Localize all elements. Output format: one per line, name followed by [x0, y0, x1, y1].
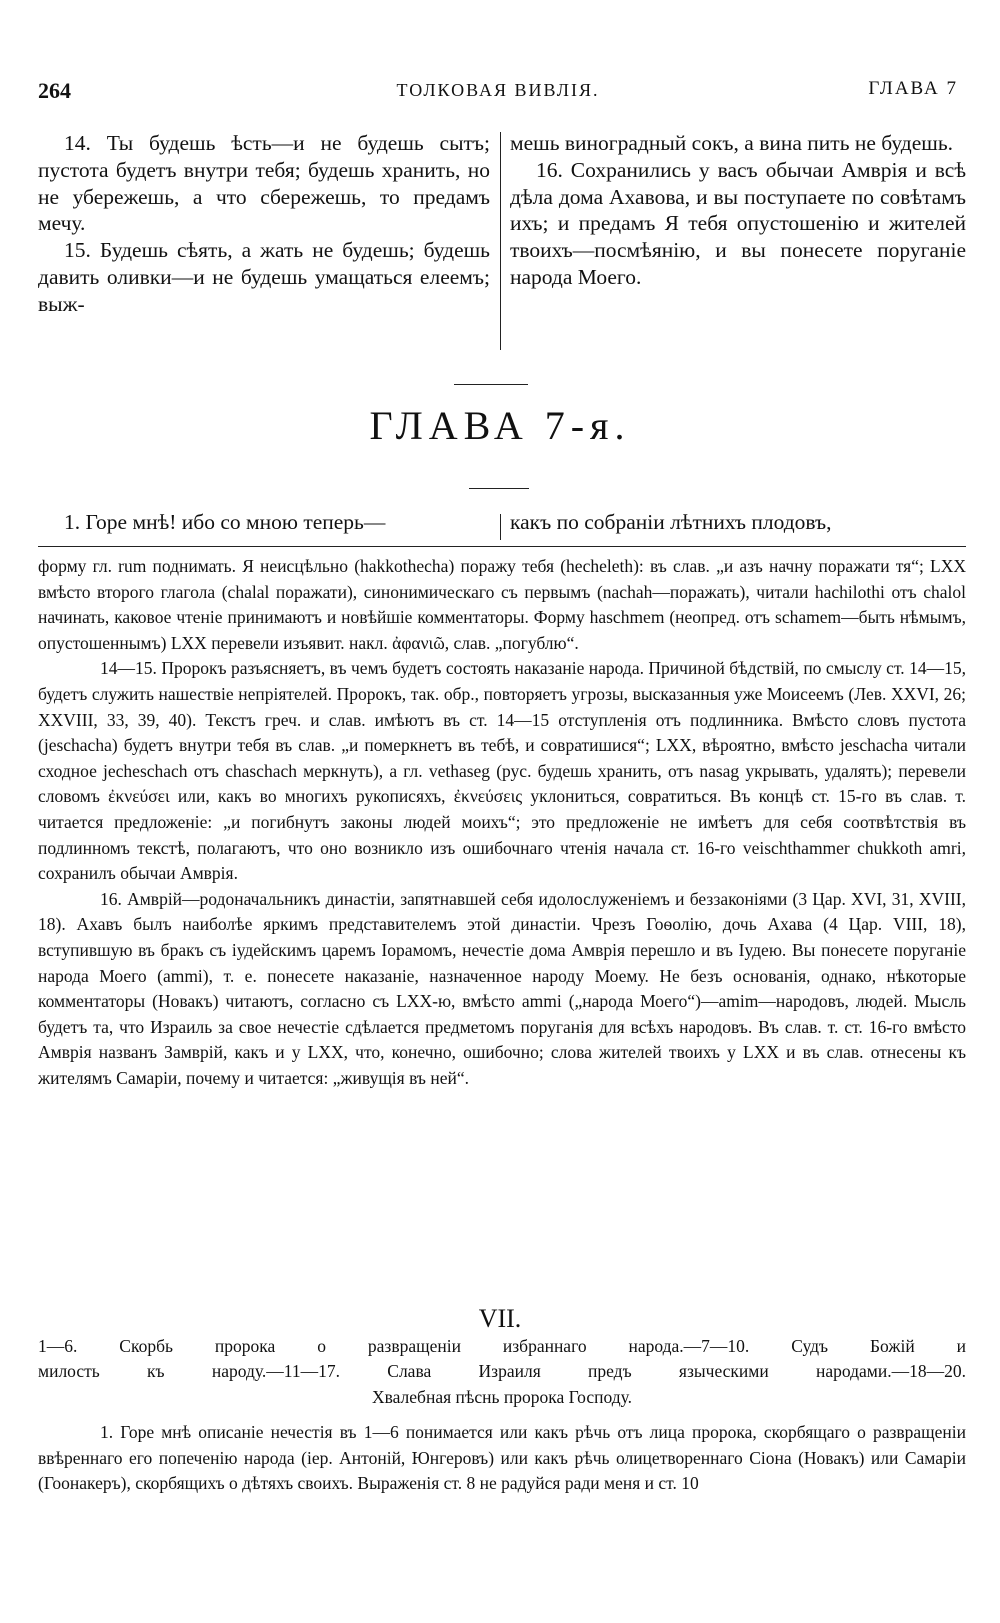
running-title: ТОЛКОВАЯ ВИВЛІЯ.: [396, 80, 600, 100]
summary-line-1: 1—6. Скорбь пророка о развращеніи избраннаго народа.—7—10. Судъ Божій и: [38, 1336, 966, 1356]
verse-1-divider: [500, 514, 501, 540]
commentary-paragraph-13: форму гл. rum поднимать. Я неисцѣльно (hakkothecha) поражу тебя (hecheleth): въ слав. „и азъ начну поражати тя“; LXX вмѣсто второго глагола (chalal поражати), синонимическаго съ первымъ (nachah—поражать), читали hachilothi отъ chalol начинать, каковое чтеніе принимаютъ и новѣйшіе комментаторы. Форму haschmem (неопред. отъ schamem—быть нѣмымъ, опустошеннымъ) LXX перевели изъявит. накл. ἀφανιῶ, слав. „погублю“.: [38, 556, 966, 653]
divider-top: [454, 384, 528, 385]
scripture-columns: [38, 130, 966, 352]
running-header: [38, 78, 958, 108]
commentary-paragraph-16: 16. Амврій—родоначальникъ династіи, запятнавшей себя идолослуженіемъ и беззаконіями (3 Цар. XVI, 31, XVIII, 18). Ахавъ былъ наиболѣе яркимъ представителемъ этой династіи. Чрезъ Гоѳолію, дочь Ахава (4 Цар. VIII, 18), вступившую въ бракъ съ іудейскимъ царемъ Іорамомъ, нечестіе дома Амврія перешло и въ Іудею. Вы понесете поруганіе народа Моего (ammi), т. е. понесете наказаніе, назначенное народу Моему. Не безъ основанія, однако, нѣкоторые комментаторы (Новакъ) читаютъ, согласно съ LXX-ю, вмѣсто ammi („народа Моего“)—amim—народовъ, людей. Мысль будетъ та, что Израиль за свое нечестіе сдѣлается предметомъ поруганія для всѣхъ народовъ. Въ слав. т. ст. 16-го вмѣсто Амврія названъ Замврій, какъ и у LXX, что, конечно, ошибочно; слова жителей твоихъ у LXX и въ слав. отнесены къ жителямъ Самаріи, почему и читается: „живущія въ ней“.: [38, 888, 966, 1088]
verse-14: 14. Ты будешь ѣсть—и не будешь сытъ; пустота будетъ внутри тебя; будешь хранить, но не убережешь, а что сбережешь, то предамъ мечу.: [38, 131, 490, 236]
summary-line-3: Хвалебная пѣснь пророка Господу.: [371, 1386, 633, 1407]
summary-line-2: милость къ народу.—11—17. Слава Израиля предъ языческими народами.—18—20.: [38, 1361, 966, 1382]
section-number: VII.: [478, 1304, 522, 1333]
scripture-right-column: [510, 130, 966, 291]
commentary-paragraph-verse-1: 1. Горе мнѣ описаніе нечестія въ 1—6 понимается или какъ рѣчь отъ лица пророка, скорбящаго о развращеніи ввѣреннаго его попеченію народа (іер. Антоній, Юнгеровъ) или какъ рѣчь олицетвореннаго Сіона (Новакъ) или Самаріи (Гоонакеръ), скорбящихъ о дѣтяхъ своихъ. Выраженія ст. 8 не радуйся ради меня и ст. 10: [38, 1422, 966, 1494]
verse-1-right: какъ по собраніи лѣтнихъ плодовъ,: [510, 510, 832, 534]
commentary-paragraph-14-15: 14—15. Пророкъ разъясняетъ, въ чемъ будетъ состоять наказаніе народа. Причиной бѣдствій, по смыслу ст. 14—15, будетъ служить нашествіе непріятелей. Пророкъ, так. обр., повторяетъ угрозы, высказанныя уже Моисеемъ (Лев. XXVI, 26; XXVIII, 33, 39, 40). Текстъ греч. и слав. имѣютъ въ ст. 14—15 отступленія отъ подлинника. Вмѣсто словъ пустота (jeschacha) будетъ внутри тебя въ слав. „и померкнетъ въ тебѣ, и совратишися“; LXX, вѣроятно, вмѣсто jeschacha читали сходное jecheschach отъ chaschach меркнуть), а гл. vethaseg (рус. будешь хранить, отъ nasag укрывать, удалять); перевели словомъ ἐκνεύσει или, какъ во многихъ рукописяхъ, ἐκνεύσεις уклониться, совратиться. Въ концѣ ст. 15-го въ слав. т. читается предложеніе: „и погибнутъ законы людей моихъ“; это предложеніе не имѣетъ для себя соотвѣтствія въ подлинномъ текстѣ, полагаютъ, что оно возникло изъ ошибочнаго чтенія начала ст. 16-го veischthammer chukkoth amri, сохранилъ обычаи Амврія.: [38, 658, 966, 884]
verse-15-continued: мешь виноградный сокъ, а вина пить не будешь.: [510, 131, 954, 155]
commentary-block: [38, 554, 966, 1091]
footnote-separator: [38, 546, 966, 547]
verse-1-left: 1. Горе мнѣ! ибо со мною теперь—: [64, 510, 386, 534]
divider-bottom: [469, 488, 529, 489]
chapter-heading: ГЛАВА 7-я.: [369, 403, 631, 448]
verse-1-row: [38, 510, 966, 544]
chapter-summary: [38, 1334, 966, 1410]
scripture-left-column: [38, 130, 490, 318]
column-divider: [500, 132, 501, 350]
verse-15: 15. Будешь сѣять, а жать не будешь; будешь давить оливки—и не будешь умащаться елеемъ; выж-: [38, 238, 490, 316]
page-number: 264: [38, 78, 71, 103]
verse-16: 16. Сохранились у васъ обычаи Амврія и всѣ дѣла дома Ахавова, и вы поступаете по совѣтамъ ихъ; и предамъ Я тебя опустошенію и жителей твоихъ—посмѣянію, и вы понесете поруганіе народа Моего.: [510, 157, 966, 289]
running-chapter: ГЛАВА 7: [868, 78, 958, 99]
